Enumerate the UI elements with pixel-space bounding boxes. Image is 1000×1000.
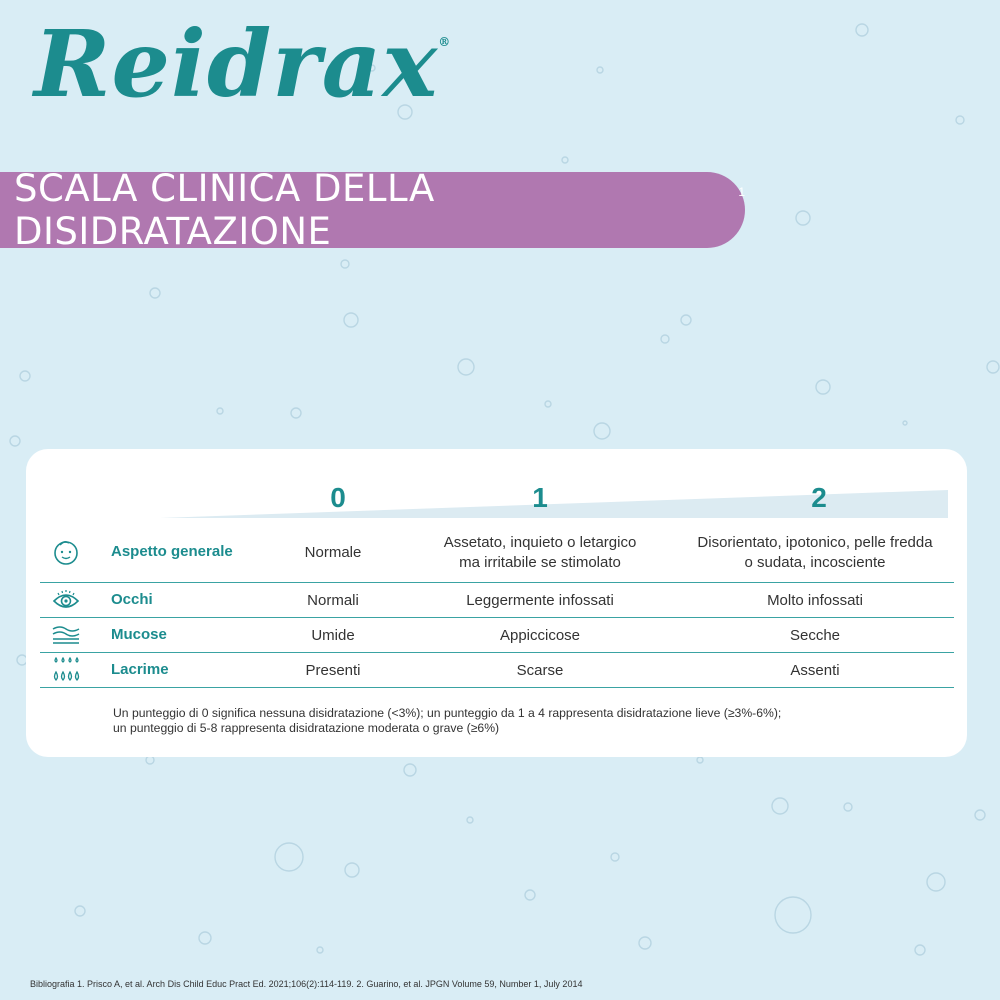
row-aspetto-generale xyxy=(40,523,954,583)
reidrax-logo: Reidrax® xyxy=(34,10,452,118)
cell-score-1: Appiccicose xyxy=(499,627,581,644)
row-occhi xyxy=(40,583,954,618)
tear-drops-icon xyxy=(52,656,80,684)
row-label: Occhi xyxy=(111,591,153,608)
cell-score-2: Disorientato, ipotonico, pelle fredda o sudata, incosciente xyxy=(697,534,933,571)
score-1-header: 1 xyxy=(532,482,548,513)
note-line-1: Un punteggio di 0 significa nessuna disidratazione (<3%); un punteggio da 1 a 4 rappresenta disidratazione lieve (≥3%-6%); xyxy=(113,706,782,720)
cell-score-0: Normale xyxy=(304,544,362,561)
cell-score-1: Scarse xyxy=(516,662,564,679)
cell-score-1: Assetato, inquieto o letargico ma irritabile se stimolato xyxy=(443,534,637,571)
note-line-2: un punteggio di 5-8 rappresenta disidratazione moderata o grave (≥6%) xyxy=(113,721,500,735)
child-face-icon xyxy=(52,538,80,566)
row-label: Aspetto generale xyxy=(111,543,233,560)
cell-score-0: Umide xyxy=(311,627,355,644)
title-banner xyxy=(0,167,745,253)
mucosa-layers-icon xyxy=(52,621,80,649)
bibliography: Bibliografia 1. Prisco A, et al. Arch Dis Child Educ Pract Ed. 2021;106(2):114-119. 2. Guarino, et al. JPGN Volume 59, Number 1, July 2014 xyxy=(30,979,583,989)
cell-score-2: Molto infossati xyxy=(767,592,863,609)
title-footnote-ref: 1 xyxy=(738,185,745,199)
cell-score-1: Leggermente infossati xyxy=(466,592,614,609)
cell-score-2: Secche xyxy=(789,627,841,644)
eye-icon xyxy=(52,587,80,615)
row-mucose xyxy=(40,618,954,653)
score-interpretation-note xyxy=(113,706,913,736)
score-0-header: 0 xyxy=(330,482,346,513)
page-title: SCALA CLINICA DELLA DISIDRATAZIONE xyxy=(14,167,435,253)
cell-score-2: Assenti xyxy=(790,662,840,679)
row-label: Lacrime xyxy=(111,661,169,678)
cell-score-0: Presenti xyxy=(305,662,361,679)
row-label: Mucose xyxy=(111,626,167,643)
cell-score-0: Normali xyxy=(307,592,359,609)
score-2-header: 2 xyxy=(811,482,827,513)
row-lacrime xyxy=(40,653,954,688)
